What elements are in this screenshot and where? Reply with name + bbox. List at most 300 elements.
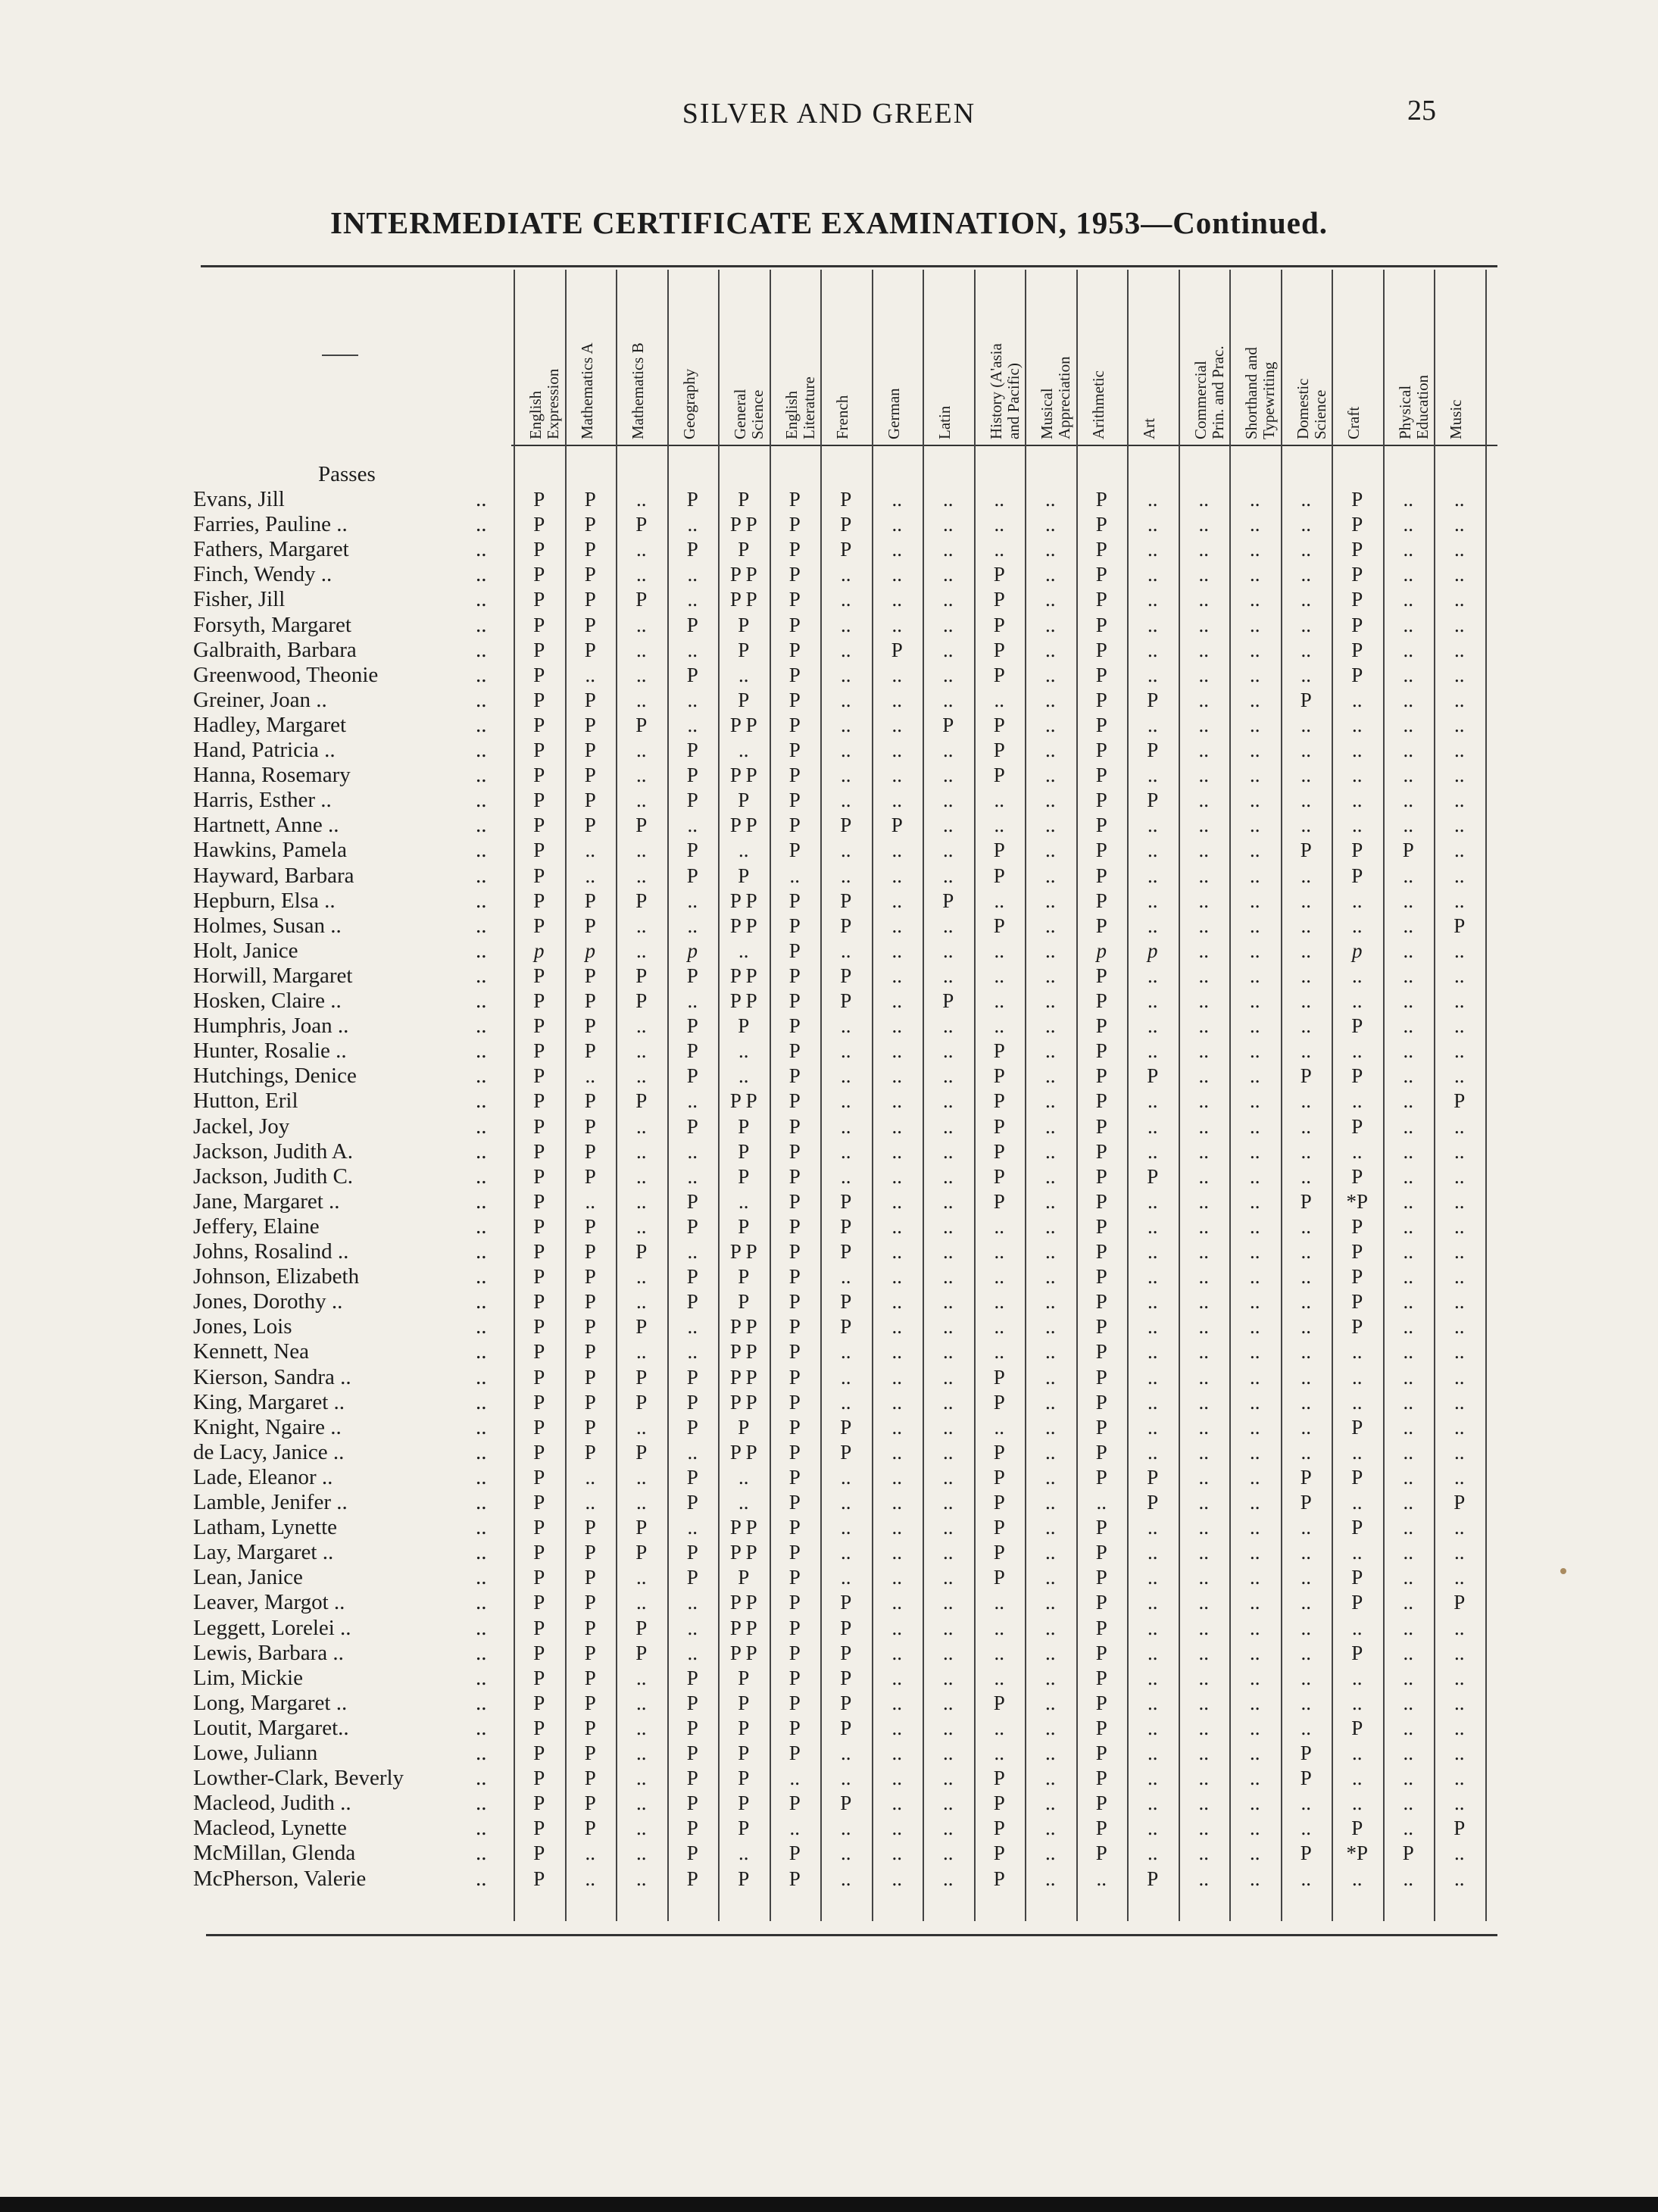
pass-mark: ..: [891, 1716, 902, 1739]
pass-mark: ..: [1454, 1541, 1465, 1564]
pass-mark: ..: [1045, 1265, 1056, 1289]
pass-mark: ..: [1045, 1491, 1056, 1514]
column-header-label: History (A'asia and Pacific): [986, 343, 1023, 439]
pass-mark: P: [635, 1089, 648, 1113]
pass-mark: P: [635, 889, 648, 912]
pass-mark: P: [686, 488, 698, 511]
pass-mark: P: [1300, 839, 1312, 862]
pass-mark: ..: [1454, 513, 1465, 536]
pass-mark: ..: [636, 1842, 647, 1865]
pass-mark: ..: [1045, 1641, 1056, 1664]
pass-mark: P: [788, 1465, 801, 1489]
pass-mark: P: [788, 1842, 801, 1865]
pass-mark: ..: [1147, 588, 1158, 611]
pass-mark: ..: [1045, 739, 1056, 761]
pass-mark: P: [1095, 839, 1107, 862]
table-row: [0, 688, 1658, 713]
pass-mark: ..: [1147, 663, 1158, 686]
pass-mark: P: [533, 1491, 545, 1514]
pass-mark: P: [788, 663, 801, 686]
pass-mark: P: [738, 1742, 750, 1764]
pass-mark: P: [993, 713, 1005, 736]
pass-mark: P: [533, 814, 545, 837]
pass-mark: ..: [1352, 1691, 1363, 1714]
pass-mark: ..: [1300, 1315, 1311, 1339]
pass-mark: P: [840, 1440, 852, 1464]
pass-mark: ..: [585, 864, 595, 887]
leader-dots: ..: [476, 989, 487, 1013]
pass-mark: ..: [1300, 588, 1311, 611]
pass-mark: P: [1351, 1817, 1363, 1840]
leader-dots: ..: [476, 562, 487, 587]
pass-mark: P: [993, 613, 1005, 636]
pass-mark: ..: [943, 1591, 954, 1614]
pass-mark: ..: [891, 1867, 902, 1890]
pass-mark: P: [788, 1415, 801, 1439]
pass-mark: P: [738, 1114, 750, 1138]
pass-mark: ..: [1198, 638, 1209, 661]
pass-mark: P: [533, 1465, 545, 1489]
table-row: [0, 1490, 1658, 1515]
pass-mark: P: [1351, 1240, 1363, 1263]
column-header: [1294, 270, 1344, 445]
candidate-name: Hepburn, Elsa ..: [193, 888, 336, 913]
pass-mark: ..: [1300, 914, 1311, 937]
pass-mark: P: [584, 1014, 596, 1038]
table-row: [0, 1841, 1658, 1866]
pass-mark: ..: [636, 1139, 647, 1163]
pass-mark: P: [584, 739, 596, 761]
pass-mark: P: [788, 914, 801, 937]
pass-mark: ..: [841, 864, 851, 887]
pass-mark: ..: [841, 1014, 851, 1038]
pass-mark: P: [738, 1716, 750, 1739]
pass-mark: P: [635, 1365, 648, 1389]
pass-mark: P: [533, 739, 545, 761]
pass-mark: P: [840, 488, 852, 511]
pass-mark: ..: [891, 739, 902, 761]
pass-mark: P: [533, 1767, 545, 1790]
pass-mark: ..: [1300, 1691, 1311, 1714]
pass-mark: ..: [943, 563, 954, 586]
pass-mark: ..: [1147, 1541, 1158, 1564]
pass-mark: ..: [1045, 1340, 1056, 1364]
pass-mark: ..: [687, 638, 698, 661]
pass-mark: P: [584, 1792, 596, 1815]
pass-mark: ..: [1045, 1767, 1056, 1790]
pass-mark: P: [1402, 1842, 1414, 1865]
pass-mark: ..: [943, 688, 954, 711]
pass-mark: ..: [1300, 1365, 1311, 1389]
pass-mark: P: [738, 789, 750, 812]
pass-mark: P: [533, 1817, 545, 1840]
pass-mark: ..: [1147, 1014, 1158, 1038]
pass-mark: ..: [1147, 1114, 1158, 1138]
pass-mark: P: [1095, 488, 1107, 511]
pass-mark: ..: [585, 1842, 595, 1865]
pass-mark: P: [1300, 1064, 1312, 1088]
pass-mark: ..: [1147, 1315, 1158, 1339]
pass-mark: ..: [1250, 1189, 1260, 1213]
pass-mark: P: [686, 1817, 698, 1840]
pass-mark: ..: [585, 1867, 595, 1890]
pass-mark: P: [840, 1616, 852, 1639]
pass-mark: ..: [1045, 1616, 1056, 1639]
pass-mark: P: [1453, 1817, 1466, 1840]
pass-mark: ..: [1250, 1817, 1260, 1840]
pass-mark: ..: [1198, 914, 1209, 937]
pass-mark: P: [686, 739, 698, 761]
pass-mark: ..: [943, 1240, 954, 1263]
pass-mark: ..: [1045, 488, 1056, 511]
pass-mark: P: [788, 1541, 801, 1564]
pass-mark: ..: [1198, 1415, 1209, 1439]
pass-mark: P: [533, 839, 545, 862]
pass-mark: P: [1095, 1541, 1107, 1564]
table-row: [0, 738, 1658, 763]
pass-mark: P: [686, 1064, 698, 1088]
table-row: [0, 487, 1658, 512]
pass-mark: P: [635, 1616, 648, 1639]
pass-mark: P: [788, 1014, 801, 1038]
candidate-name: Macleod, Lynette: [193, 1816, 347, 1841]
pass-mark: ..: [687, 989, 698, 1012]
pass-mark: P: [1300, 1842, 1312, 1865]
candidate-name: Hayward, Barbara: [193, 863, 354, 888]
pass-mark: P: [840, 1691, 852, 1714]
pass-mark: P P: [729, 1340, 757, 1364]
candidate-name: Lean, Janice: [193, 1565, 303, 1590]
pass-mark: ..: [1250, 563, 1260, 586]
pass-mark: ..: [841, 1491, 851, 1514]
pass-mark: ..: [1403, 488, 1413, 511]
pass-mark: ..: [841, 1265, 851, 1289]
pass-mark: ..: [1250, 889, 1260, 912]
pass-mark: ..: [1147, 713, 1158, 736]
pass-mark: ..: [1198, 713, 1209, 736]
pass-mark: ..: [1198, 1666, 1209, 1689]
pass-mark: ..: [943, 1064, 954, 1088]
pass-mark: ..: [1198, 1491, 1209, 1514]
pass-mark: ..: [943, 538, 954, 561]
pass-mark: ..: [1300, 1516, 1311, 1539]
pass-mark: P: [1351, 638, 1363, 661]
candidate-name: Hutchings, Denice: [193, 1064, 357, 1089]
pass-mark: ..: [1300, 1265, 1311, 1289]
leader-dots: ..: [476, 1264, 487, 1289]
pass-mark: ..: [1198, 613, 1209, 636]
leader-dots: ..: [476, 1615, 487, 1640]
pass-mark: P: [840, 914, 852, 937]
leader-dots: ..: [476, 1565, 487, 1590]
column-header: [579, 270, 629, 445]
pass-mark: P: [993, 1817, 1005, 1840]
pass-mark: ..: [1198, 1039, 1209, 1063]
pass-mark: ..: [1250, 688, 1260, 711]
pass-mark: ..: [994, 939, 1004, 962]
pass-mark: ..: [636, 914, 647, 937]
table-row: [0, 939, 1658, 964]
pass-mark: ..: [1147, 964, 1158, 987]
leader-dots: ..: [476, 1515, 487, 1540]
pass-mark: ..: [1147, 538, 1158, 561]
pass-mark: ..: [943, 1114, 954, 1138]
pass-mark: ..: [687, 588, 698, 611]
leader-dots: ..: [476, 1490, 487, 1514]
pass-mark: ..: [1250, 1516, 1260, 1539]
pass-mark: ..: [943, 1491, 954, 1514]
pass-mark: ..: [1403, 1039, 1413, 1063]
table-row: [0, 562, 1658, 587]
pass-mark: P: [1351, 1290, 1363, 1314]
pass-mark: ..: [1454, 964, 1465, 987]
pass-mark: P: [584, 789, 596, 812]
pass-mark: ..: [1045, 538, 1056, 561]
pass-mark: ..: [1147, 1817, 1158, 1840]
pass-mark: ..: [943, 1792, 954, 1815]
pass-mark: ..: [1352, 688, 1363, 711]
pass-mark: p: [585, 939, 595, 962]
candidate-name: de Lacy, Janice ..: [193, 1439, 345, 1464]
pass-mark: ..: [585, 1189, 595, 1213]
pass-mark: ..: [943, 1365, 954, 1389]
pass-mark: ..: [1198, 1164, 1209, 1188]
pass-mark: ..: [1300, 939, 1311, 962]
pass-mark: ..: [1147, 1139, 1158, 1163]
table-row: [0, 1339, 1658, 1364]
pass-mark: P: [1351, 1315, 1363, 1339]
pass-mark: ..: [636, 1164, 647, 1188]
pass-mark: ..: [1045, 1014, 1056, 1038]
pass-mark: ..: [1198, 964, 1209, 987]
column-header-label: Geography: [679, 368, 698, 439]
pass-mark: ..: [1300, 513, 1311, 536]
pass-mark: P: [1453, 1591, 1466, 1614]
table-bottom-rule: [206, 1934, 1497, 1936]
leader-dots: ..: [476, 938, 487, 963]
pass-mark: ..: [1250, 1691, 1260, 1714]
pass-mark: P: [533, 989, 545, 1012]
pass-mark: ..: [1250, 1139, 1260, 1163]
pass-mark: ..: [943, 1139, 954, 1163]
table-row: [0, 1791, 1658, 1816]
pass-mark: ..: [1454, 764, 1465, 787]
pass-mark: P: [686, 1390, 698, 1414]
pass-mark: ..: [789, 1767, 800, 1790]
leader-dots: ..: [476, 1064, 487, 1089]
pass-mark: ..: [891, 1465, 902, 1489]
pass-mark: P: [788, 814, 801, 837]
pass-mark: ..: [943, 1566, 954, 1589]
pass-mark: ..: [1250, 739, 1260, 761]
table-row: [0, 663, 1658, 688]
pass-mark: ..: [1045, 1666, 1056, 1689]
pass-mark: ..: [1352, 1491, 1363, 1514]
column-header: [936, 270, 986, 445]
pass-mark: ..: [1250, 488, 1260, 511]
column-header-label: Musical Appreciation: [1038, 356, 1073, 439]
pass-mark: ..: [1454, 1189, 1465, 1213]
pass-mark: ..: [585, 663, 595, 686]
pass-mark: ..: [1045, 939, 1056, 962]
pass-mark: ..: [1300, 1666, 1311, 1689]
pass-mark: ..: [636, 1265, 647, 1289]
pass-mark: ..: [891, 1214, 902, 1238]
pass-mark: ..: [1403, 638, 1413, 661]
pass-mark: ..: [1403, 688, 1413, 711]
column-header-label: Music: [1447, 399, 1465, 439]
pass-mark: ..: [1198, 1290, 1209, 1314]
pass-mark: ..: [841, 613, 851, 636]
pass-mark: P: [584, 764, 596, 787]
leader-dots: ..: [476, 1640, 487, 1665]
table-row: [0, 964, 1658, 989]
pass-mark: P: [584, 638, 596, 661]
pass-mark: P: [533, 1792, 545, 1815]
pass-mark: ..: [891, 839, 902, 862]
pass-mark: ..: [891, 939, 902, 962]
pass-mark: P: [1095, 1566, 1107, 1589]
pass-mark: ..: [1198, 1390, 1209, 1414]
pass-mark: ..: [687, 688, 698, 711]
pass-mark: ..: [636, 739, 647, 761]
leader-dots: ..: [476, 1164, 487, 1189]
pass-mark: P P: [729, 563, 757, 586]
pass-mark: ..: [1250, 1265, 1260, 1289]
pass-mark: P: [686, 1465, 698, 1489]
pass-mark: ..: [1045, 889, 1056, 912]
pass-mark: ..: [1250, 789, 1260, 812]
pass-mark: ..: [636, 789, 647, 812]
pass-mark: P: [1147, 789, 1159, 812]
pass-mark: ..: [841, 1064, 851, 1088]
column-header: [1243, 270, 1293, 445]
pass-mark: ..: [1300, 1089, 1311, 1113]
pass-mark: ..: [1454, 1516, 1465, 1539]
pass-mark: ..: [1045, 1240, 1056, 1263]
pass-mark: P: [840, 1214, 852, 1238]
pass-mark: ..: [687, 1616, 698, 1639]
pass-mark: P: [1351, 563, 1363, 586]
pass-mark: ..: [1454, 1340, 1465, 1364]
pass-mark: P: [533, 1340, 545, 1364]
pass-mark: ..: [1250, 613, 1260, 636]
pass-mark: ..: [943, 1691, 954, 1714]
pass-mark: ..: [1250, 588, 1260, 611]
pass-mark: ..: [891, 663, 902, 686]
pass-mark: ..: [1300, 764, 1311, 787]
pass-mark: ..: [1300, 1792, 1311, 1815]
pass-mark: ..: [1352, 789, 1363, 812]
pass-mark: ..: [1147, 1440, 1158, 1464]
pass-mark: ..: [1403, 1516, 1413, 1539]
pass-mark: P: [1095, 1089, 1107, 1113]
pass-mark: ..: [1250, 513, 1260, 536]
pass-mark: P: [584, 1817, 596, 1840]
pass-mark: P: [840, 814, 852, 837]
pass-mark: ..: [1045, 789, 1056, 812]
pass-mark: ..: [738, 1064, 749, 1088]
pass-mark: ..: [1403, 563, 1413, 586]
leader-dots: ..: [476, 662, 487, 687]
running-title: SILVER AND GREEN: [682, 98, 976, 130]
pass-mark: ..: [994, 1641, 1004, 1664]
pass-mark: ..: [1403, 1290, 1413, 1314]
pass-mark: P: [1095, 588, 1107, 611]
pass-mark: P: [993, 1767, 1005, 1790]
pass-mark: ..: [687, 1340, 698, 1364]
pass-mark: ..: [943, 764, 954, 787]
pass-mark: ..: [841, 1842, 851, 1865]
pass-mark: ..: [1454, 1867, 1465, 1890]
leader-dots: ..: [476, 712, 487, 737]
pass-mark: P: [993, 1189, 1005, 1213]
pass-mark: P: [1095, 1365, 1107, 1389]
pass-mark: P: [686, 789, 698, 812]
candidate-name: Hutton, Eril: [193, 1089, 298, 1114]
pass-mark: P: [788, 1616, 801, 1639]
pass-mark: ..: [1403, 1867, 1413, 1890]
pass-mark: P: [635, 1641, 648, 1664]
pass-mark: ..: [841, 1867, 851, 1890]
pass-mark: P: [788, 1716, 801, 1739]
table-row: [0, 1515, 1658, 1540]
pass-mark: ..: [1250, 713, 1260, 736]
pass-mark: P: [788, 713, 801, 736]
candidate-name: Jones, Lois: [193, 1314, 292, 1339]
pass-mark: P: [840, 989, 852, 1012]
leader-dots: ..: [476, 788, 487, 813]
pass-mark: ..: [1403, 1792, 1413, 1815]
candidate-name: Macleod, Judith ..: [193, 1791, 351, 1816]
pass-mark: P: [635, 713, 648, 736]
pass-mark: ..: [943, 638, 954, 661]
pass-mark: P: [533, 1290, 545, 1314]
table-row: [0, 788, 1658, 813]
pass-mark: ..: [943, 814, 954, 837]
pass-mark: P: [993, 739, 1005, 761]
pass-mark: ..: [636, 1415, 647, 1439]
pass-mark: P: [635, 964, 648, 987]
pass-mark: ..: [1454, 1616, 1465, 1639]
candidate-name: Jackson, Judith C.: [193, 1164, 354, 1189]
pass-mark: P: [993, 1390, 1005, 1414]
pass-mark: ..: [1454, 1214, 1465, 1238]
pass-mark: ..: [636, 1064, 647, 1088]
pass-mark: P: [942, 889, 954, 912]
leader-dots: ..: [476, 963, 487, 988]
pass-mark: P: [993, 663, 1005, 686]
pass-mark: ..: [1352, 1767, 1363, 1790]
candidate-name: Leaver, Margot ..: [193, 1590, 345, 1615]
pass-mark: ..: [738, 1039, 749, 1063]
candidate-name: Humphris, Joan ..: [193, 1014, 349, 1039]
pass-mark: ..: [1352, 764, 1363, 787]
column-header-label: Mathematics B: [629, 342, 647, 439]
candidate-name: Greiner, Joan ..: [193, 687, 327, 712]
pass-mark: P: [1095, 1742, 1107, 1764]
pass-mark: ..: [841, 1164, 851, 1188]
pass-mark: ..: [1300, 538, 1311, 561]
pass-mark: P: [686, 1265, 698, 1289]
pass-mark: ..: [1300, 1164, 1311, 1188]
pass-mark: ..: [841, 1541, 851, 1564]
pass-mark: ..: [1147, 1716, 1158, 1739]
pass-mark: ..: [1045, 1842, 1056, 1865]
leader-dots: ..: [476, 612, 487, 637]
pass-mark: ..: [841, 1742, 851, 1764]
pass-mark: ..: [636, 1491, 647, 1514]
